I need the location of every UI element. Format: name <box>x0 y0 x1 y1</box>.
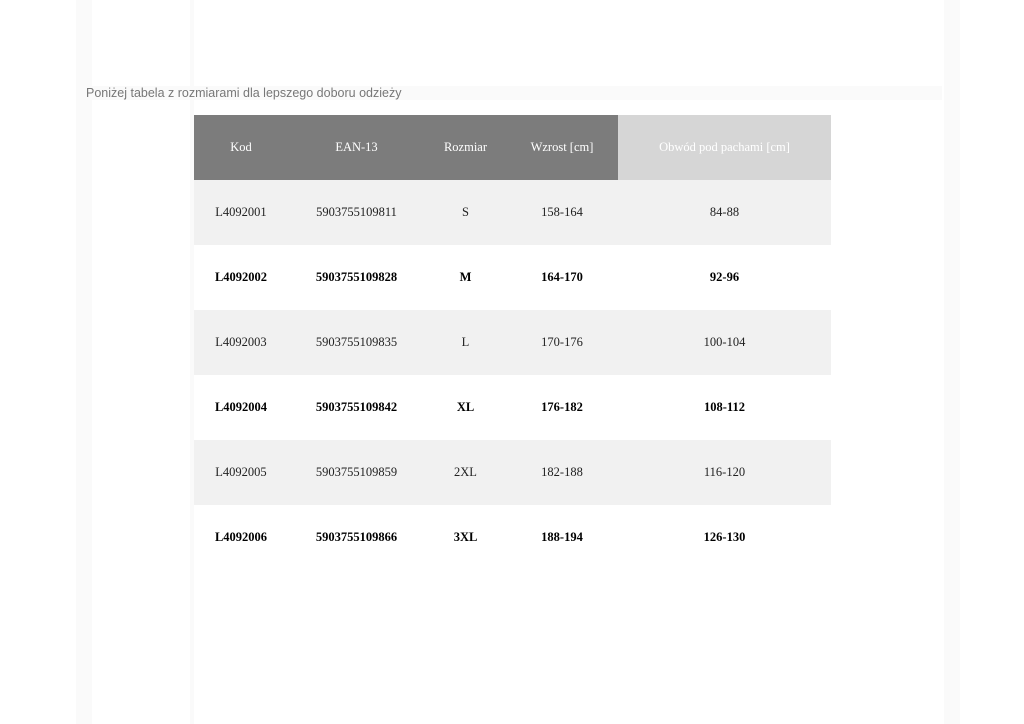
cell-height: 164-170 <box>506 245 618 310</box>
cell-height: 188-194 <box>506 505 618 570</box>
cell-height: 158-164 <box>506 180 618 245</box>
cell-chest: 108-112 <box>618 375 831 440</box>
cell-chest: 100-104 <box>618 310 831 375</box>
table-row <box>194 440 831 505</box>
table-row <box>194 310 831 375</box>
cell-chest: 116-120 <box>618 440 831 505</box>
background-band <box>944 0 960 724</box>
cell-code: L4092005 <box>194 440 288 505</box>
cell-ean: 5903755109835 <box>288 310 425 375</box>
table-row <box>194 245 831 310</box>
cell-size: M <box>425 245 506 310</box>
size-table <box>194 115 831 570</box>
header-code: Kod <box>194 115 288 180</box>
cell-size: XL <box>425 375 506 440</box>
header-ean: EAN-13 <box>288 115 425 180</box>
cell-code: L4092006 <box>194 505 288 570</box>
cell-code: L4092003 <box>194 310 288 375</box>
header-chest: Obwód pod pachami [cm] <box>618 115 831 180</box>
cell-ean: 5903755109859 <box>288 440 425 505</box>
cell-size: L <box>425 310 506 375</box>
cell-chest: 92-96 <box>618 245 831 310</box>
cell-size: 3XL <box>425 505 506 570</box>
cell-ean: 5903755109866 <box>288 505 425 570</box>
background-band <box>76 0 92 724</box>
cell-size: 2XL <box>425 440 506 505</box>
table-row <box>194 505 831 570</box>
cell-code: L4092004 <box>194 375 288 440</box>
cell-code: L4092001 <box>194 180 288 245</box>
intro-text: Poniżej tabela z rozmiarami dla lepszego doboru odzieży <box>84 86 942 100</box>
header-height: Wzrost [cm] <box>506 115 618 180</box>
cell-chest: 126-130 <box>618 505 831 570</box>
table-row <box>194 180 831 245</box>
header-size: Rozmiar <box>425 115 506 180</box>
table-row <box>194 375 831 440</box>
cell-chest: 84-88 <box>618 180 831 245</box>
cell-height: 170-176 <box>506 310 618 375</box>
cell-size: S <box>425 180 506 245</box>
cell-ean: 5903755109828 <box>288 245 425 310</box>
cell-code: L4092002 <box>194 245 288 310</box>
cell-height: 176-182 <box>506 375 618 440</box>
cell-ean: 5903755109842 <box>288 375 425 440</box>
cell-ean: 5903755109811 <box>288 180 425 245</box>
table-header-row <box>194 115 831 180</box>
cell-height: 182-188 <box>506 440 618 505</box>
